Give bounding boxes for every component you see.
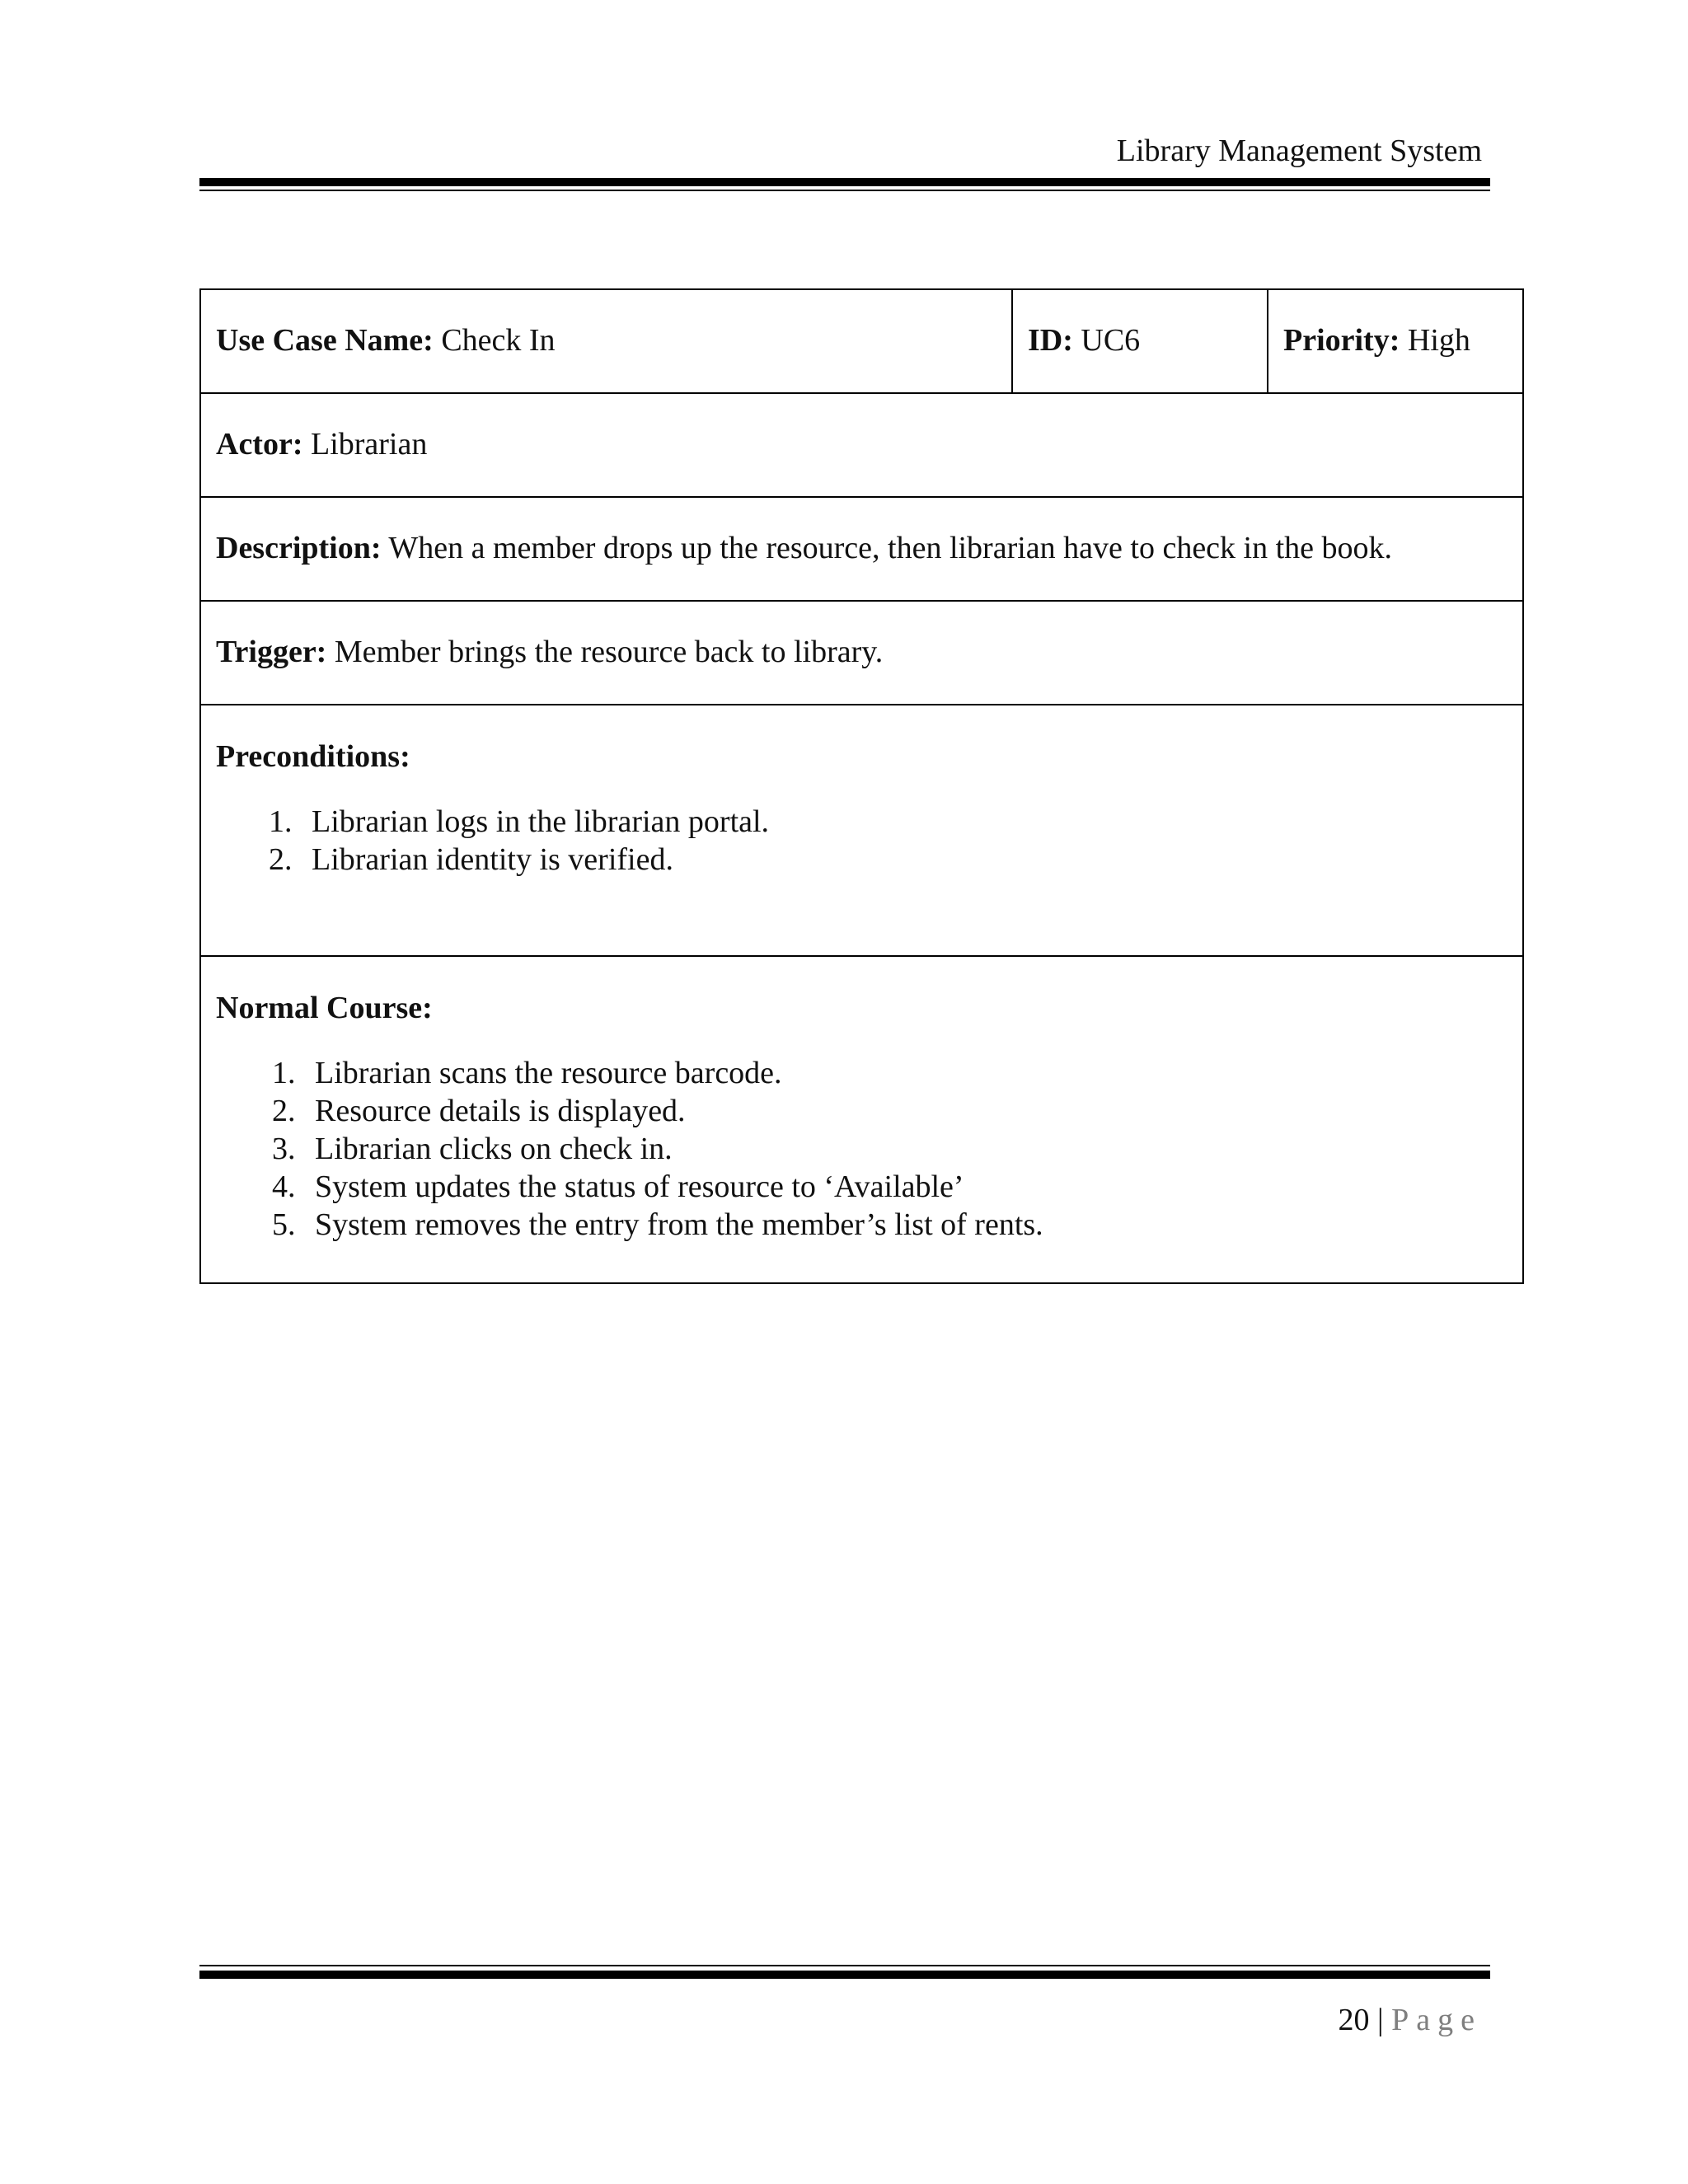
list-item: 1. Librarian logs in the librarian portal. xyxy=(300,803,1507,841)
trigger-label: Trigger: xyxy=(216,635,327,670)
normal-course-label: Normal Course: xyxy=(216,991,433,1025)
preconditions-row xyxy=(200,705,1523,956)
list-item: 2. Librarian identity is verified. xyxy=(300,841,1507,879)
page-number: 20 xyxy=(1338,2003,1370,2037)
running-header-title: Library Management System xyxy=(1116,134,1482,168)
normal-course-list xyxy=(216,1054,1507,1244)
use-case-name-label: Use Case Name: xyxy=(216,323,434,359)
use-case-name-value: Check In xyxy=(441,323,556,359)
use-case-name-cell xyxy=(200,289,1012,393)
actor-cell xyxy=(200,393,1523,497)
use-case-table xyxy=(199,288,1524,1284)
list-item: 1. Librarian scans the resource barcode. xyxy=(303,1054,1507,1092)
use-case-id-cell xyxy=(1012,289,1268,393)
normal-course-row xyxy=(200,956,1523,1283)
list-item: 4. System updates the status of resource to ‘Available’ xyxy=(303,1168,1507,1206)
normal-course-cell xyxy=(200,956,1523,1283)
use-case-priority-label: Priority: xyxy=(1283,323,1400,359)
description-cell xyxy=(200,497,1523,601)
footer-rule-thin xyxy=(199,1965,1490,1966)
list-item: 3. Librarian clicks on check in. xyxy=(303,1130,1507,1168)
trigger-row xyxy=(200,601,1523,705)
header-rule-thin xyxy=(199,190,1490,191)
header-rule-thick xyxy=(199,178,1490,186)
list-item: 5. System removes the entry from the member’s list of rents. xyxy=(303,1206,1507,1244)
use-case-priority-value: High xyxy=(1407,323,1470,359)
page-word: Page xyxy=(1391,2003,1482,2037)
footer-rule-thick xyxy=(199,1971,1490,1979)
page-separator: | xyxy=(1377,2003,1384,2037)
use-case-priority-cell xyxy=(1268,289,1523,393)
description-value: When a member drops up the resource, then librarian have to check in the book. xyxy=(388,531,1393,566)
trigger-cell xyxy=(200,601,1523,705)
actor-value: Librarian xyxy=(310,427,428,462)
page-footer xyxy=(1339,2004,1482,2036)
use-case-id-label: ID: xyxy=(1028,323,1073,359)
trigger-value: Member brings the resource back to library. xyxy=(334,635,884,670)
description-label: Description: xyxy=(216,531,382,566)
preconditions-list xyxy=(216,803,1507,879)
list-item: 2. Resource details is displayed. xyxy=(303,1092,1507,1130)
actor-label: Actor: xyxy=(216,427,303,462)
actor-row xyxy=(200,393,1523,497)
use-case-id-value: UC6 xyxy=(1081,323,1141,359)
use-case-name-row xyxy=(200,289,1523,393)
description-row xyxy=(200,497,1523,601)
preconditions-cell xyxy=(200,705,1523,956)
preconditions-label: Preconditions: xyxy=(216,739,410,774)
